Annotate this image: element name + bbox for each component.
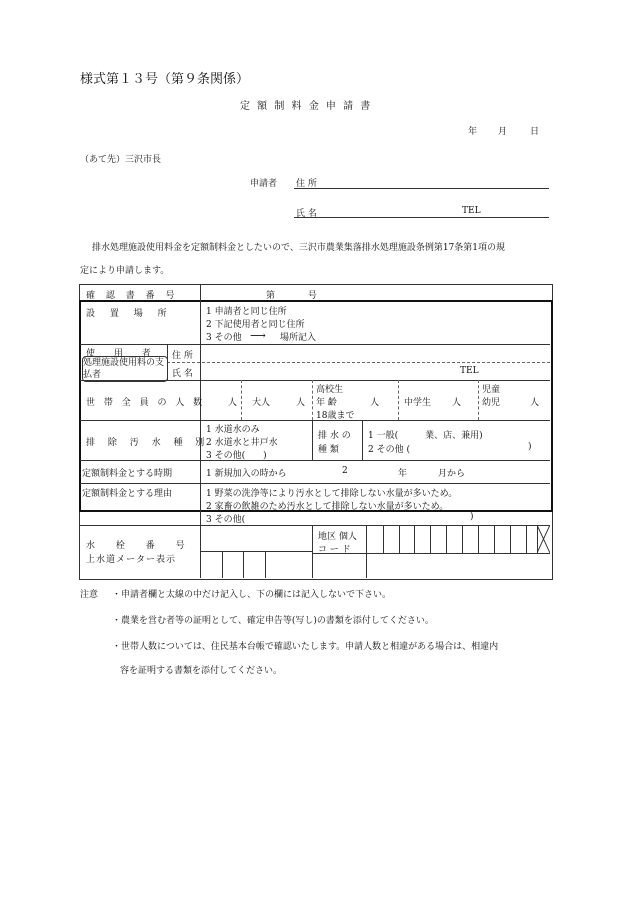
unit-1: 人 (228, 398, 238, 408)
start-opt1: 1 新規加入の時から (206, 469, 287, 479)
age-label: 年 齢 (316, 398, 337, 408)
start-year: 年 (398, 469, 408, 479)
drain-type-label: 排 除 汚 水 種 別 (86, 438, 210, 448)
household-label: 世 帯 全 員 の 人 数 (86, 398, 206, 408)
addressee: （あて先）三沢市長 (80, 155, 162, 165)
start-time-label: 定額制料金とする時期 (82, 469, 173, 479)
reason-label: 定額制料金とする理由 (82, 489, 173, 499)
user-name-label: 氏 名 (172, 369, 193, 379)
start-month: 月から (438, 469, 466, 479)
code-cross-box (537, 525, 550, 553)
drain-opt3: 3 その他( ) (206, 451, 267, 461)
confirm-no-label: 確 認 書 番 号 (86, 291, 179, 301)
kind-opt2: 2 その他 ( (368, 445, 410, 455)
child-label: 児童 (482, 385, 501, 395)
note-4: 容を証明する書類を添付してください。 (120, 666, 283, 676)
applicant-name-label: 氏 名 (296, 209, 317, 219)
area-code-label-b: コ ー ド (318, 545, 351, 555)
date-day: 日 (530, 127, 540, 137)
meter-no-label: 水 栓 番 号 (86, 541, 194, 551)
body-line1: 排水処理施設使用料金を定額制料金としたいので、三沢市農業集落排水処理施設条例第17条第1項の規 (92, 243, 506, 253)
note-1: ・申請者欄と太線の中だけ記入し、下の欄には記入しないで下さい。 (112, 590, 392, 600)
applicant-tel-label: TEL (462, 206, 481, 216)
drain-kind-b: 種 類 (318, 445, 339, 455)
location-opt4: 場所記入 (280, 333, 317, 343)
user-address-label: 住 所 (172, 351, 193, 361)
area-code-label-a: 地区 個人 (318, 532, 357, 542)
infant-label: 幼児 (482, 398, 501, 408)
reason-opt3-close: ) (470, 512, 474, 522)
location-opt1: 1 申請者と同じ住所 (206, 307, 287, 317)
start-opt2: 2 (342, 466, 348, 476)
no-label: 第 号 (266, 291, 317, 301)
reason-opt3: 3 その他( (206, 515, 246, 525)
location-opt2: 2 下記使用者と同じ住所 (206, 320, 305, 330)
kind-opt1: 1 一般( 業、店、兼用) (368, 431, 483, 441)
location-opt3: 3 その他 (206, 333, 242, 343)
unit-5: 人 (530, 398, 540, 408)
meter-display-label: 上水道メーター表示 (86, 555, 177, 565)
form-number: 様式第１３号（第９条関係） (80, 72, 250, 87)
drain-opt2: 2 水道水と井戸水 (206, 438, 278, 448)
note-label: 注意 (80, 590, 99, 600)
page-title: 定 額 制 料 金 申 請 書 (240, 101, 373, 112)
name-line[interactable] (294, 217, 549, 218)
date-year: 年 (468, 127, 478, 137)
address-line[interactable] (294, 188, 549, 189)
note-2: ・農業を営む者等の証明として、確定申告等(写し)の書類を添付してください。 (112, 616, 434, 626)
kind-opt2-close: ) (528, 442, 532, 452)
unit-4: 人 (452, 398, 462, 408)
reason-opt1: 1 野菜の洗浄等により汚水として排除しない水量が多いため。 (206, 489, 458, 499)
applicant-address-label: 住 所 (296, 179, 317, 189)
user-tel-label: TEL (460, 366, 479, 376)
under18-label: 18歳まで (316, 411, 355, 421)
highschool-label: 高校生 (316, 385, 344, 395)
unit-3: 人 (370, 398, 380, 408)
adult-label: 大人 (252, 398, 271, 408)
body-line2: 定により申請します。 (80, 266, 170, 276)
date-month: 月 (498, 127, 508, 137)
applicant-label: 申請者 (250, 179, 278, 189)
junior-label: 中学生 (404, 398, 432, 408)
note-3: ・世帯人数については、住民基本台帳で確認いたします。申請人数と相違がある場合は、相違内 (112, 642, 499, 652)
payer-label: 処理施設使用料の支払者 (82, 356, 168, 382)
drain-opt1: 1 水道水のみ (206, 425, 260, 435)
reason-opt2: 2 家畜の飲雑のため汚水として排除しない水量が多いため。 (206, 502, 449, 512)
drain-kind-a: 排 水 の (318, 431, 351, 441)
arrow-icon: ⟶ (250, 329, 266, 342)
location-label: 設 置 場 所 (86, 309, 173, 319)
user-label: 使 用 者 (86, 349, 159, 359)
unit-2: 人 (296, 398, 306, 408)
